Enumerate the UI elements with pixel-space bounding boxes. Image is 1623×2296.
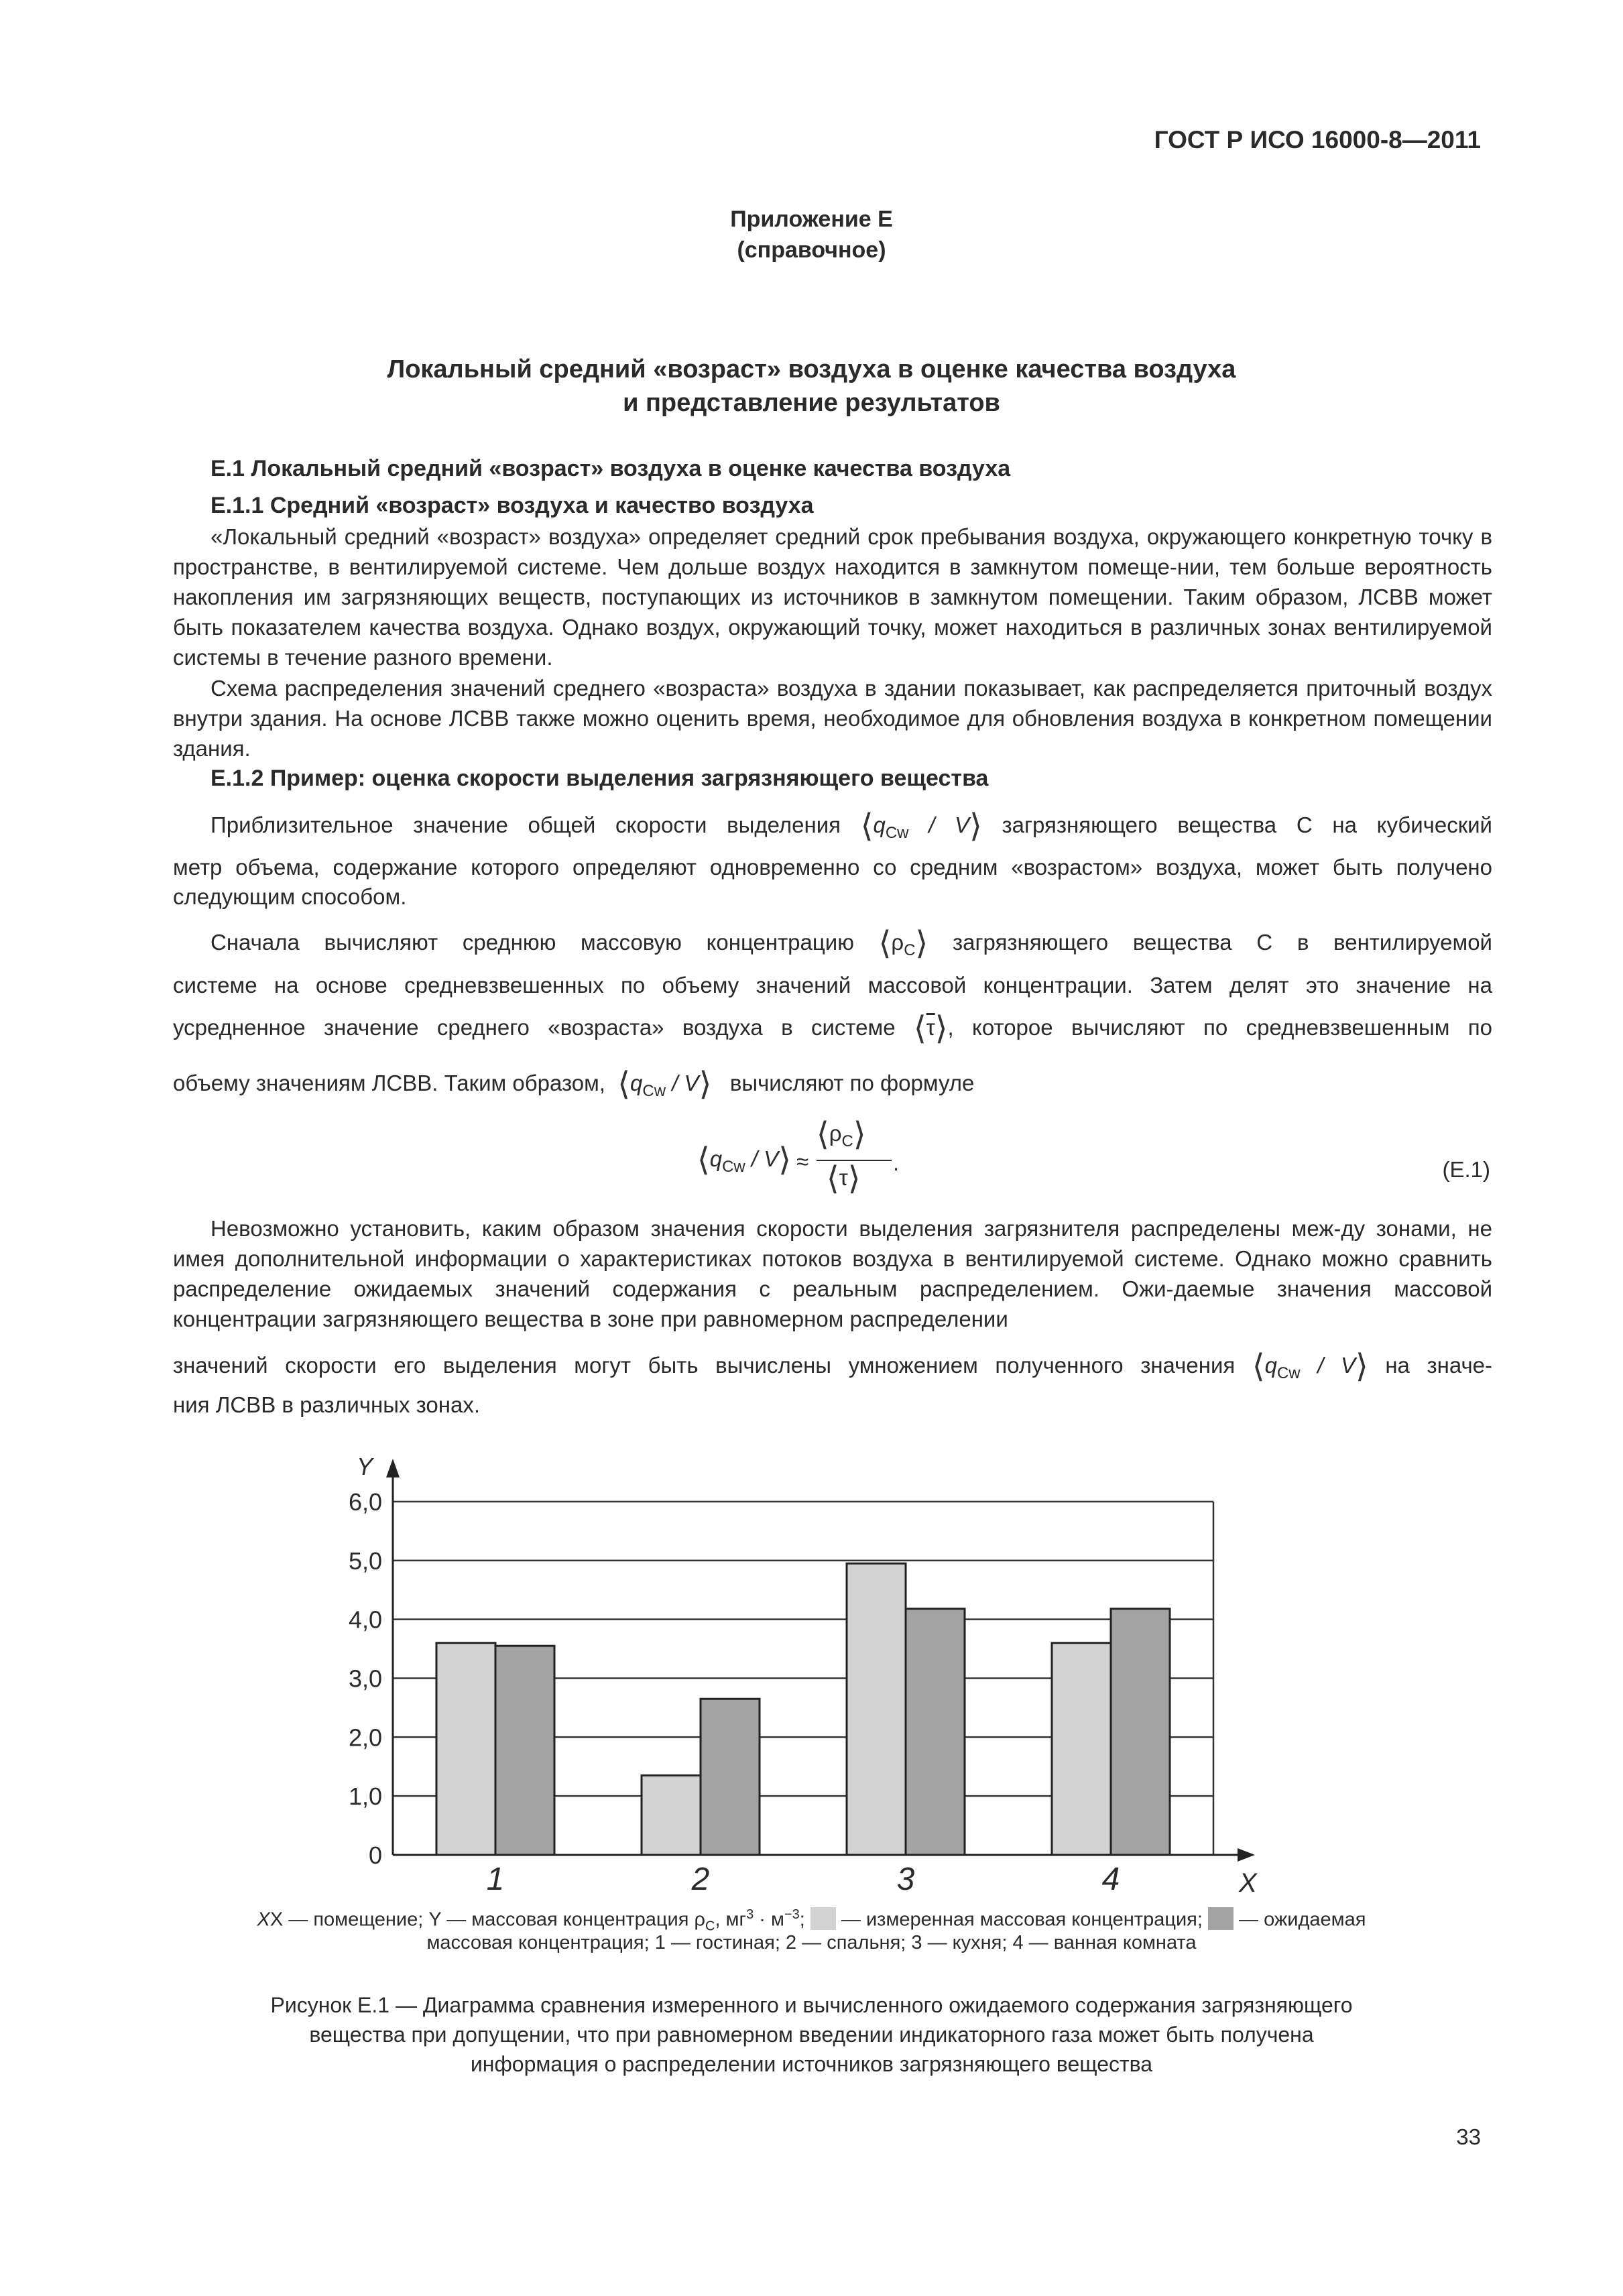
paragraph-emission-rate-rest: метр объема, содержание которого определяют одновременно со средним «возрастом» воздуха, может быть получено следующим способом. bbox=[173, 855, 1492, 909]
bar-1-series-1 bbox=[436, 1643, 495, 1855]
x-tick-label: 3 bbox=[896, 1862, 915, 1897]
y-tick-label: 2,0 bbox=[348, 1724, 382, 1752]
formula-e1-number: (Е.1) bbox=[1442, 1157, 1490, 1182]
paragraph-expected-values-line6: ния ЛСВВ в различных зонах. bbox=[173, 1392, 481, 1417]
section-e1-heading: Е.1 Локальный средний «возраст» воздуха в оценке качества воздуха bbox=[211, 456, 1011, 481]
figure-caption-line3: информация о распределении источников загрязняющего вещества bbox=[470, 2052, 1153, 2076]
x-axis-label: X bbox=[1239, 1868, 1257, 1898]
bar-2-series-2 bbox=[701, 1699, 760, 1855]
formula-e1: $⟨q_{Cw}$ / V⟩ ≈ $⟨\rho_C⟩$ ⟨τ⟩ . bbox=[697, 1115, 900, 1197]
bar-4-series-1 bbox=[1052, 1643, 1111, 1855]
bar-2-series-1 bbox=[642, 1775, 701, 1855]
inline-formula-rho-c: $⟨\rho_C⟩$ bbox=[878, 924, 928, 962]
appendix-title: Приложение Е bbox=[730, 206, 893, 232]
paragraph-expected-values: Невозможно установить, каким образом значения скорости выделения загрязнителя распределены меж-ду зонами, не имея дополнительной информации о характеристиках потоков воздуха в вентилируемой системе. Однако можно сравнить распределение ожидаемых значений содержания с реальным распределением. Ожи-даемые значения массовой концентрации загрязняющего вещества в зоне при равномерном распределении bbox=[173, 1216, 1492, 1331]
x-tick-label: 2 bbox=[691, 1862, 710, 1897]
bar-3-series-2 bbox=[906, 1609, 965, 1855]
main-title-line2: и представление результатов bbox=[623, 389, 1000, 417]
y-tick-label: 3,0 bbox=[348, 1665, 382, 1693]
x-tick-label: 1 bbox=[486, 1862, 505, 1897]
y-tick-label: 1,0 bbox=[348, 1783, 382, 1811]
chart-legend-line2: массовая концентрация; 1 — гостиная; 2 — спальня; 3 — кухня; 4 — ванная комната bbox=[426, 1932, 1197, 1953]
paragraph-concentration-line1: Сначала вычисляют среднюю массовую концентрацию $⟨\rho_C⟩$ загрязняющего вещества С в вентилируемой bbox=[211, 924, 1492, 962]
y-axis-label: Y bbox=[356, 1453, 373, 1480]
section-e12-heading: Е.1.2 Пример: оценка скорости выделения загрязняющего вещества bbox=[211, 766, 989, 791]
appendix-status: (справочное) bbox=[737, 237, 886, 263]
document-standard-header: ГОСТ Р ИСО 16000-8—2011 bbox=[1154, 126, 1481, 154]
paragraph-expected-values-line5: значений скорости его выделения могут быть вычислены умножением полученного значения $⟨q_{Cw}$ / V⟩ на значе- bbox=[173, 1347, 1492, 1385]
paragraph-lsvv-definition: «Локальный средний «возраст» воздуха» определяет средний срок пребывания воздуха, окружающего конкретную точку в пространстве, в вентилируемой системе. Чем дольше воздух находится в замкнутом помеще-нии, тем больше вероятность накопления им загрязняющих веществ, поступающих из источников в замкнутом помещении. Таким образом, ЛСВВ может быть показателем качества воздуха. Однако воздух, окружающий точку, может находиться в различных зонах вентилируемой системы в течение разного времени. bbox=[173, 524, 1492, 670]
chart-legend-line1: XX — помещение; Y — массовая концентрация $\rho_C$, $мг^3 \cdot м^{-3}$; — измеренная массовая концентрация; — ожидаемая bbox=[257, 1907, 1366, 1934]
paragraph-concentration-line4: объему значениям ЛСВВ. Таким образом, $⟨q_{Cw}$ / V⟩ вычисляют по формуле bbox=[173, 1065, 975, 1103]
y-tick-label: 0 bbox=[368, 1841, 382, 1869]
chart-bars bbox=[436, 1563, 1170, 1855]
legend-swatch-measured bbox=[810, 1907, 836, 1930]
x-axis-arrow bbox=[1238, 1848, 1255, 1862]
inline-formula-q-cw-v-2: $⟨q_{Cw}$ / V⟩ bbox=[617, 1065, 712, 1103]
bar-4-series-2 bbox=[1111, 1609, 1170, 1855]
y-tick-label: 5,0 bbox=[348, 1547, 382, 1575]
figure-caption-line1: Рисунок Е.1 — Диаграмма сравнения измеренного и вычисленного ожидаемого содержания загрязняющего bbox=[270, 1993, 1353, 2017]
inline-formula-q-cw-v: $⟨q_{Cw}$ / V⟩ bbox=[860, 807, 982, 845]
paragraph-distribution-scheme: Схема распределения значений среднего «возраста» воздуха в здании показывает, как распределяется приточный воздух внутри здания. На основе ЛСВВ также можно оценить время, необходимое для обновления воздуха в конкретном помещении здания. bbox=[173, 676, 1492, 761]
bar-1-series-2 bbox=[495, 1646, 554, 1855]
x-tick-label: 4 bbox=[1101, 1862, 1120, 1897]
paragraph-emission-rate-line1: Приблизительное значение общей скорости выделения $⟨q_{Cw}$ / V⟩ загрязняющего вещества С на кубический bbox=[211, 807, 1492, 845]
page-number: 33 bbox=[1456, 2124, 1481, 2149]
paragraph-concentration-line3: усредненное значение среднего «возраста» воздуха в системе $⟨\overline{\tau}⟩$, которое вычисляют по средневзвешенным по bbox=[173, 1010, 1493, 1047]
y-axis-arrow bbox=[386, 1459, 400, 1477]
y-tick-label: 6,0 bbox=[348, 1488, 382, 1516]
legend-swatch-expected bbox=[1208, 1907, 1234, 1930]
figure-caption-line2: вещества при допущении, что при равномерном введении индикаторного газа может быть получена bbox=[309, 2022, 1314, 2047]
section-e11-heading: Е.1.1 Средний «возраст» воздуха и качество воздуха bbox=[211, 493, 814, 518]
bar-3-series-1 bbox=[847, 1563, 906, 1855]
y-tick-label: 4,0 bbox=[348, 1606, 382, 1634]
inline-formula-q-cw-v-3: $⟨q_{Cw}$ / V⟩ bbox=[1252, 1347, 1368, 1385]
main-title-line1: Локальный средний «возраст» воздуха в оценке качества воздуха bbox=[387, 355, 1236, 383]
inline-formula-tau-mean: $⟨\overline{\tau}⟩$ bbox=[913, 1010, 948, 1047]
paragraph-concentration-line2: системе на основе средневзвешенных по объему значений массовой концентрации. Затем делят это значение на bbox=[173, 973, 1492, 998]
